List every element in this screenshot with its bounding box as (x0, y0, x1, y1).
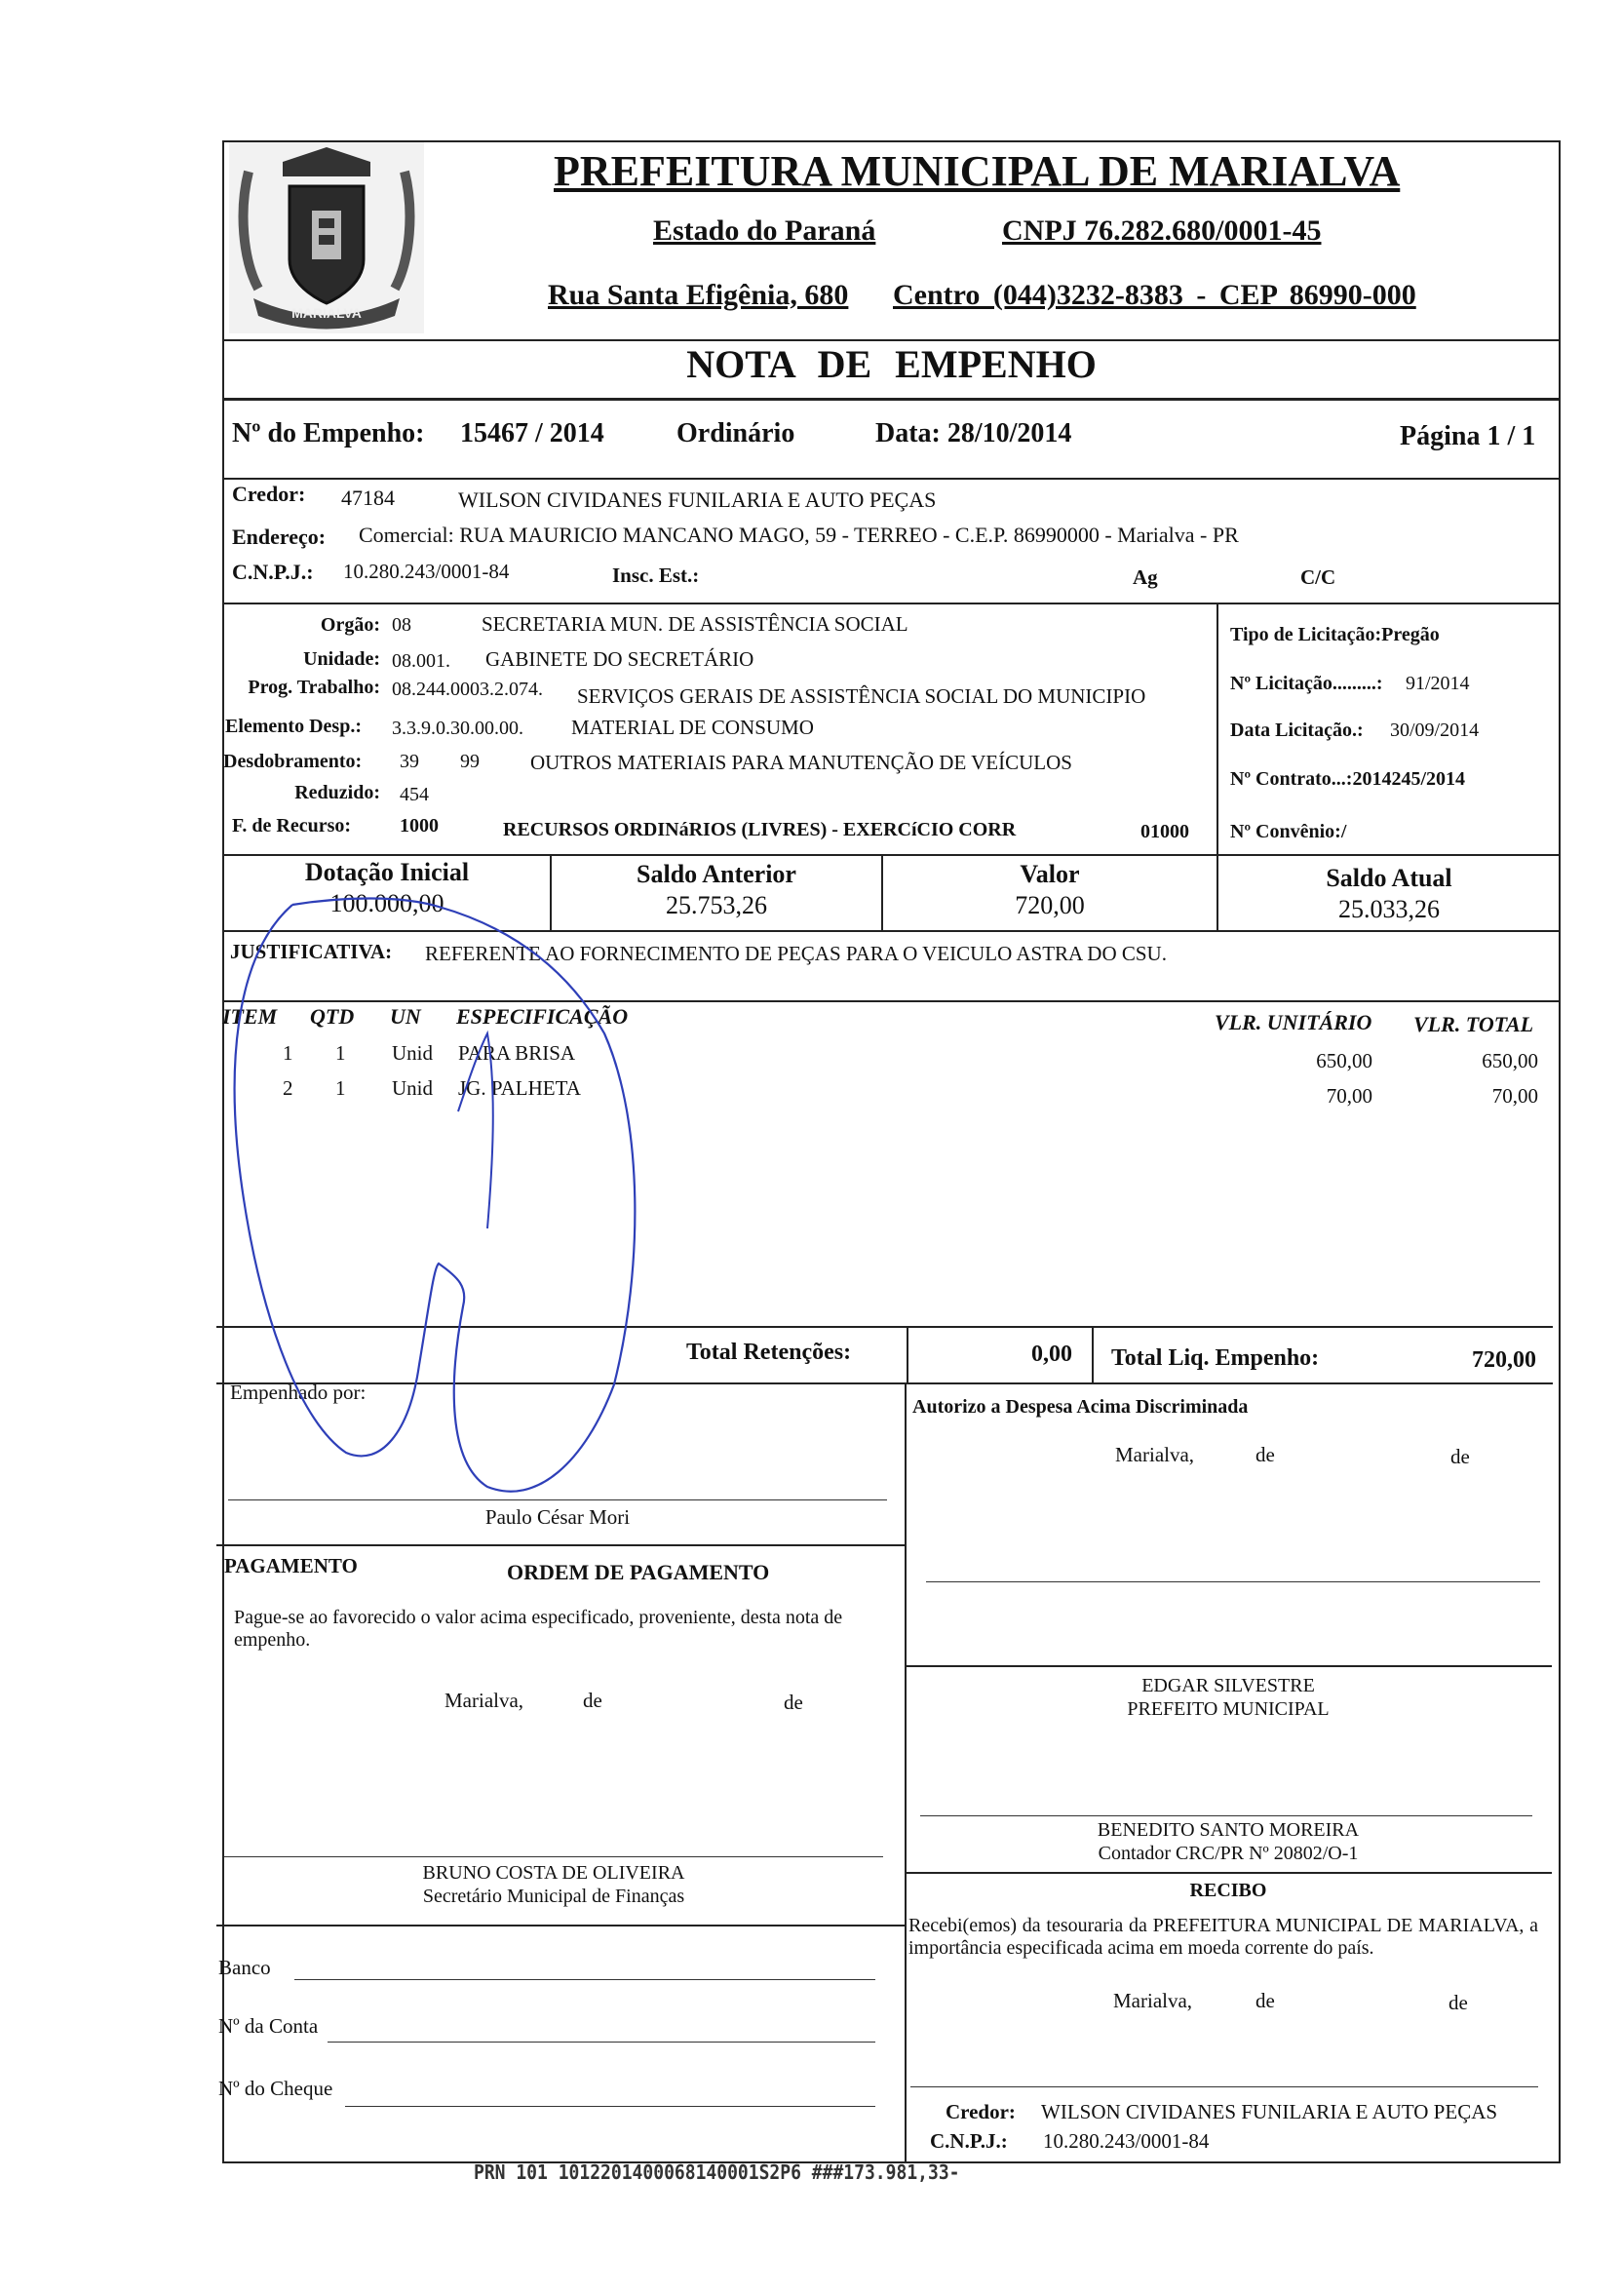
dotacao-value: 100.000,00 (329, 889, 444, 917)
empenho-date: Data: 28/10/2014 (875, 418, 1072, 448)
unidade-label: Unidade: (303, 648, 380, 670)
cnpj-label: C.N.P.J.: (232, 560, 314, 584)
pagamento-signer: BRUNO COSTA DE OLIVEIRA (422, 1862, 685, 1884)
justificativa-text: REFERENTE AO FORNECIMENTO DE PEÇAS PARA O VEICULO ASTRA DO CSU. (425, 942, 1167, 965)
col-header-especificacao: ESPECIFICAÇÃO (456, 1004, 629, 1029)
tipo-licitacao: Tipo de Licitação:Pregão (1230, 624, 1440, 645)
numero-convenio: Nº Convênio:/ (1230, 821, 1347, 842)
justificativa-label: JUSTIFICATIVA: (230, 940, 393, 963)
empenhado-label: Empenhado por: (230, 1381, 367, 1404)
item-unit-price: 70,00 (1326, 1084, 1372, 1108)
contador-signer: BENEDITO SANTO MOREIRA (1097, 1819, 1360, 1841)
saldo-anterior-label: Saldo Anterior (637, 860, 796, 888)
street-address: Rua Santa Efigênia, 680 (548, 279, 849, 311)
recibo-de2: de (1448, 1991, 1468, 2014)
item-spec: JG. PALHETA (458, 1076, 581, 1100)
credor-name: WILSON CIVIDANES FUNILARIA E AUTO PEÇAS (458, 487, 937, 512)
prog-label: Prog. Trabalho: (248, 677, 380, 698)
dotacao-label: Dotação Inicial (304, 858, 470, 886)
banco-label: Banco (218, 1956, 271, 1979)
item-qty: 1 (335, 1076, 346, 1100)
saldo-anterior-value: 25.753,26 (666, 891, 767, 919)
item-unit: Unid (392, 1076, 433, 1100)
conta-label: Nº da Conta (218, 2014, 319, 2038)
item-number: 2 (283, 1076, 293, 1100)
saldo-atual-value: 25.033,26 (1338, 895, 1440, 923)
page-title: PREFEITURA MUNICIPAL DE MARIALVA (554, 147, 1401, 195)
empenhado-signer: Paulo César Mori (484, 1505, 631, 1529)
contador-role: Contador CRC/PR Nº 20802/O-1 (1098, 1843, 1359, 1864)
recibo-credor-label: Credor: (946, 2100, 1016, 2123)
prog-name: SERVIÇOS GERAIS DE ASSISTÊNCIA SOCIAL DO MUNICIPIO (577, 684, 1146, 708)
valor-value: 720,00 (1015, 891, 1085, 919)
credor-code: 47184 (341, 486, 395, 510)
svg-text:MARIALVA: MARIALVA (291, 305, 362, 321)
total-retencoes-label: Total Retenções: (686, 1340, 852, 1365)
autorizo-role: PREFEITO MUNICIPAL (1127, 1698, 1330, 1720)
elemento-label: Elemento Desp.: (225, 716, 362, 737)
credor-cnpj: 10.280.243/0001-84 (343, 560, 510, 583)
recibo-cnpj: 10.280.243/0001-84 (1043, 2129, 1210, 2153)
col-header-vlr-total: VLR. TOTAL (1413, 1012, 1534, 1036)
cc-label: C/C (1300, 565, 1336, 589)
elemento-name: MATERIAL DE CONSUMO (571, 716, 814, 739)
recibo-cnpj-label: C.N.P.J.: (930, 2129, 1008, 2153)
recibo-text: Recebi(emos) da tesouraria da PREFEITURA MUNICIPAL DE MARIALVA, a importância especificada acima em moeda corrente do país. (908, 1915, 1538, 1959)
total-liquido-label: Total Liq. Empenho: (1111, 1345, 1320, 1371)
col-header-qtd: QTD (310, 1004, 355, 1029)
pagamento-role: Secretário Municipal de Finanças (422, 1886, 685, 1907)
recibo-credor-name: WILSON CIVIDANES FUNILARIA E AUTO PEÇAS (1041, 2100, 1498, 2123)
pagamento-de2: de (784, 1691, 803, 1714)
footer-print-stamp: PRN 101 1012201400068140001S2P6 ###173.981,33- (474, 2160, 960, 2185)
pagamento-de1: de (583, 1689, 602, 1712)
col-header-vlr-unitario: VLR. UNITÁRIO (1215, 1010, 1372, 1034)
recibo-place: Marialva, (1113, 1989, 1193, 2012)
credor-address: Comercial: RUA MAURICIO MANCANO MAGO, 59 - TERREO - C.E.P. 86990000 - Marialva - PR (359, 523, 1239, 547)
document-title: NOTA DE EMPENHO (686, 342, 1097, 386)
address-label: Endereço: (232, 525, 327, 549)
fonte-name: RECURSOS ORDINáRIOS (LIVRES) - EXERCíCIO CORR (503, 819, 1017, 840)
empenho-label: Nº do Empenho: (232, 418, 425, 448)
item-spec: PARA BRISA (458, 1041, 576, 1065)
orgao-label: Orgão: (320, 614, 380, 636)
pagamento-text: Pague-se ao favorecido o valor acima especificado, proveniente, desta nota de empenho. (234, 1607, 843, 1651)
pagamento-label: PAGAMENTO (224, 1554, 358, 1577)
item-total-price: 70,00 (1491, 1084, 1538, 1108)
col-header-un: UN (390, 1004, 421, 1029)
desdobramento-code2: 99 (460, 751, 480, 772)
prog-code: 08.244.0003.2.074. (392, 679, 543, 700)
item-unit: Unid (392, 1041, 433, 1065)
autorizo-de1: de (1255, 1443, 1275, 1466)
fonte-label: F. de Recurso: (232, 815, 352, 837)
saldo-atual-label: Saldo Atual (1326, 864, 1452, 892)
desdobramento-code1: 39 (400, 751, 419, 772)
fonte-code: 1000 (400, 815, 439, 837)
numero-contrato: Nº Contrato...:2014245/2014 (1230, 768, 1466, 790)
col-header-item: ITEM (222, 1004, 278, 1029)
fonte-code2: 01000 (1140, 821, 1189, 842)
credor-label: Credor: (232, 482, 306, 506)
total-liquido-value: 720,00 (1472, 1347, 1536, 1373)
recibo-label: RECIBO (1189, 1880, 1267, 1901)
item-qty: 1 (335, 1041, 346, 1065)
valor-label: Valor (1020, 860, 1080, 888)
autorizo-signer: EDGAR SILVESTRE (1141, 1675, 1315, 1696)
numero-licitacao-label: Nº Licitação.........: (1230, 673, 1383, 694)
insc-est-label: Insc. Est.: (612, 564, 700, 587)
item-total-price: 650,00 (1482, 1049, 1538, 1072)
unidade-name: GABINETE DO SECRETÁRIO (485, 647, 754, 671)
orgao-code: 08 (392, 614, 411, 636)
autorizo-de2: de (1450, 1445, 1470, 1468)
empenho-number: 15467 / 2014 (460, 418, 604, 448)
ordem-pagamento-label: ORDEM DE PAGAMENTO (507, 1560, 770, 1584)
orgao-name: SECRETARIA MUN. DE ASSISTÊNCIA SOCIAL (482, 612, 908, 636)
state-name: Estado do Paraná (653, 214, 876, 247)
page-number: Página 1 / 1 (1400, 421, 1536, 451)
desdobramento-label: Desdobramento: (223, 751, 363, 772)
unidade-code: 08.001. (392, 650, 450, 672)
reduzido-code: 454 (400, 784, 429, 805)
empenho-kind: Ordinário (676, 418, 795, 448)
item-unit-price: 650,00 (1316, 1049, 1372, 1072)
reduzido-label: Reduzido: (294, 782, 380, 803)
desdobramento-name: OUTROS MATERIAIS PARA MANUTENÇÃO DE VEÍCULOS (530, 751, 1072, 774)
item-number: 1 (283, 1041, 293, 1065)
numero-licitacao: 91/2014 (1406, 673, 1470, 694)
ag-label: Ag (1133, 565, 1158, 589)
data-licitacao-label: Data Licitação.: (1230, 720, 1364, 741)
district-phone-cep: Centro (044)3232-8383 - CEP 86990-000 (893, 279, 1416, 311)
cnpj-header: CNPJ 76.282.680/0001-45 (1002, 214, 1322, 247)
autorizo-label: Autorizo a Despesa Acima Discriminada (912, 1396, 1249, 1418)
recibo-de1: de (1255, 1989, 1275, 2012)
cheque-label: Nº do Cheque (218, 2077, 333, 2100)
data-licitacao: 30/09/2014 (1390, 720, 1480, 741)
autorizo-place: Marialva, (1115, 1443, 1195, 1466)
total-retencoes-value: 0,00 (1031, 1342, 1072, 1367)
pagamento-place: Marialva, (444, 1689, 524, 1712)
elemento-code: 3.3.9.0.30.00.00. (392, 718, 523, 739)
